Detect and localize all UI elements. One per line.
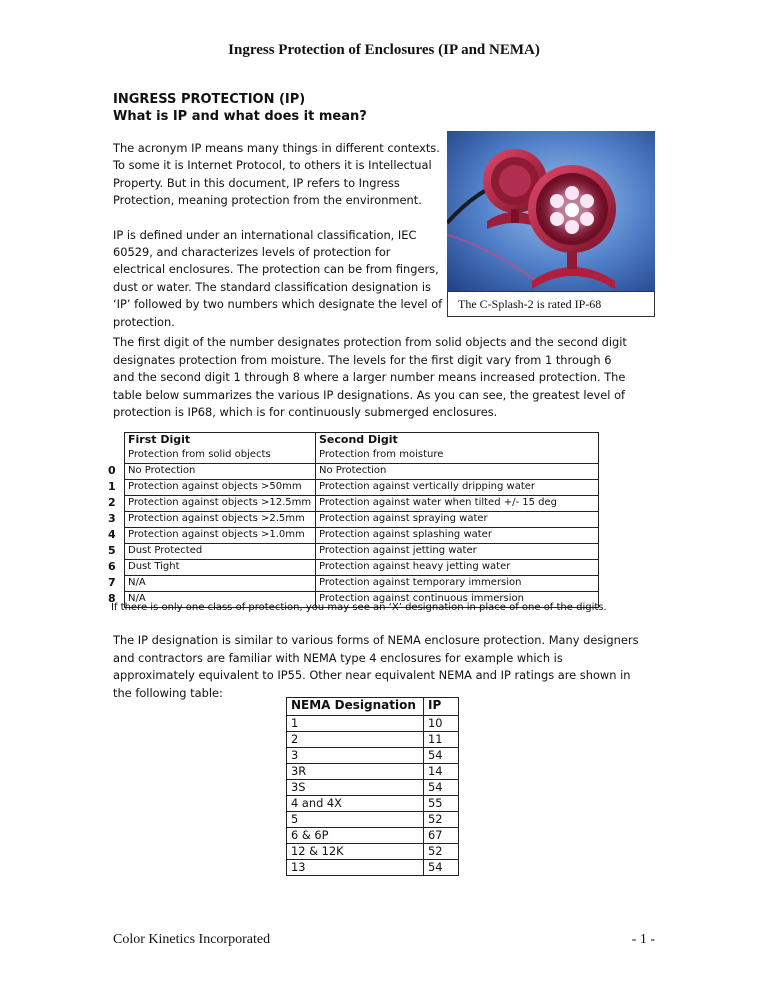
ip-rating-cell: 52	[424, 844, 459, 860]
footer-company: Color Kinetics Incorporated	[113, 932, 271, 947]
second-digit-cell: Protection against water when tilted +/- 15 deg	[316, 496, 599, 512]
nema-table-row	[287, 748, 459, 764]
nema-designation-cell: 1	[287, 716, 424, 732]
ip-table-row	[108, 496, 599, 512]
intro-paragraph-1: The acronym IP means many things in different contexts. To some it is Internet Protocol, to others it is Intellectual Property. But in this document, IP refers to Ingress Protection, meaning protection from the environment.	[113, 141, 440, 208]
ip-header: IP	[424, 698, 459, 716]
ip-rating-cell: 54	[424, 780, 459, 796]
ip-table-row	[108, 512, 599, 528]
ip-number-subheader	[108, 448, 125, 464]
ip-table-row	[108, 576, 599, 592]
ip-level-number: 5	[108, 543, 116, 557]
nema-table-row	[287, 812, 459, 828]
footer-page-number: - 1 -	[631, 932, 655, 947]
first-digit-header: First Digit	[125, 433, 316, 449]
ip-level-number: 2	[108, 495, 116, 509]
first-digit-cell: N/A	[125, 576, 316, 592]
ip-level-number: 3	[108, 511, 116, 525]
second-digit-cell: Protection against temporary immersion	[316, 576, 599, 592]
ip-rating-cell: 54	[424, 860, 459, 876]
second-digit-cell: Protection against vertically dripping water	[316, 480, 599, 496]
ip-rating-cell: 55	[424, 796, 459, 812]
page-header: Ingress Protection of Enclosures (IP and NEMA)	[228, 42, 540, 58]
nema-table	[286, 697, 459, 876]
second-digit-cell: Protection against heavy jetting water	[316, 560, 599, 576]
ip-table-subheader-row	[108, 448, 599, 464]
first-digit-cell: No Protection	[125, 464, 316, 480]
second-digit-cell: Protection against splashing water	[316, 528, 599, 544]
ip-table-header-row	[108, 433, 599, 449]
nema-designation-cell: 3	[287, 748, 424, 764]
nema-designation-cell: 2	[287, 732, 424, 748]
ip-rating-cell: 10	[424, 716, 459, 732]
ip-level-number: 7	[108, 575, 116, 589]
nema-table-row	[287, 764, 459, 780]
second-digit-header: Second Digit	[316, 433, 599, 449]
ip-table-row	[108, 560, 599, 576]
nema-table-row	[287, 796, 459, 812]
ip-rating-cell: 67	[424, 828, 459, 844]
first-digit-cell: N/A	[125, 592, 316, 608]
nema-table-row	[287, 732, 459, 748]
nema-designation-cell: 4 and 4X	[287, 796, 424, 812]
first-digit-cell: Protection against objects >1.0mm	[125, 528, 316, 544]
second-digit-cell: Protection against spraying water	[316, 512, 599, 528]
ip-level-number: 4	[108, 527, 116, 541]
ip-number-header	[108, 433, 125, 449]
ip-table-row	[108, 528, 599, 544]
ip-level-number: 8	[108, 591, 116, 605]
product-photo	[447, 131, 655, 291]
intro-paragraph-2: IP is defined under an international classification, IEC 60529, and characterizes levels of protection for electrical enclosures. The protection can be from fingers, dust or water. The standard classification designation is ‘IP’ followed by two numbers which designate the level of protection.	[113, 227, 443, 329]
section-heading: INGRESS PROTECTION (IP)	[113, 92, 306, 107]
product-figure	[447, 131, 655, 317]
nema-table-row	[287, 860, 459, 876]
ip-rating-cell: 54	[424, 748, 459, 764]
nema-designation-cell: 6 & 6P	[287, 828, 424, 844]
first-digit-subheader: Protection from solid objects	[125, 448, 316, 464]
nema-table-row	[287, 844, 459, 860]
figure-caption: The C-Splash-2 is rated IP-68	[447, 291, 655, 317]
ip-table-row	[108, 464, 599, 480]
ip-rating-cell: 14	[424, 764, 459, 780]
second-digit-cell: No Protection	[316, 464, 599, 480]
nema-table-row	[287, 716, 459, 732]
ip-table-row	[108, 544, 599, 560]
second-digit-cell: Protection against continuous immersion	[316, 592, 599, 608]
second-digit-cell: Protection against jetting water	[316, 544, 599, 560]
nema-designation-cell: 3R	[287, 764, 424, 780]
first-digit-cell: Protection against objects >12.5mm	[125, 496, 316, 512]
first-digit-cell: Protection against objects >50mm	[125, 480, 316, 496]
ip-explanation-paragraph: The first digit of the number designates protection from solid objects and the second digit designates protection from moisture. The levels for the first digit vary from 1 through 6 and the second digit 1 through 8 where a larger number means increased protection. The table below summarizes the various IP designations. As you can see, the greatest level of protection is IP68, which is for continuously submerged enclosures.	[113, 335, 627, 420]
nema-designation-cell: 13	[287, 860, 424, 876]
nema-designation-cell: 12 & 12K	[287, 844, 424, 860]
nema-designation-cell: 3S	[287, 780, 424, 796]
nema-designation-cell: 5	[287, 812, 424, 828]
first-digit-cell: Dust Tight	[125, 560, 316, 576]
nema-designation-header: NEMA Designation	[287, 698, 424, 716]
first-digit-cell: Protection against objects >2.5mm	[125, 512, 316, 528]
ip-table-note: If there is only one class of protection, you may see an ‘X’ designation in place of one of the digits.	[111, 602, 607, 613]
first-digit-cell: Dust Protected	[125, 544, 316, 560]
ip-rating-cell: 52	[424, 812, 459, 828]
ip-level-number: 6	[108, 559, 116, 573]
second-digit-subheader: Protection from moisture	[316, 448, 599, 464]
ip-level-number: 0	[108, 463, 116, 477]
ip-level-number: 1	[108, 479, 116, 493]
nema-table-row	[287, 828, 459, 844]
nema-paragraph: The IP designation is similar to various forms of NEMA enclosure protection. Many designers and contractors are familiar with NEMA type 4 enclosures for example which is approximately equivalent to IP55. Other near equivalent NEMA and IP ratings are shown in the following table:	[113, 633, 639, 700]
intro-text	[113, 140, 443, 348]
nema-table-header-row	[287, 698, 459, 716]
ip-table-row	[108, 480, 599, 496]
ip-rating-cell: 11	[424, 732, 459, 748]
ip-table	[108, 432, 599, 608]
nema-table-row	[287, 780, 459, 796]
section-subheading: What is IP and what does it mean?	[113, 109, 367, 124]
